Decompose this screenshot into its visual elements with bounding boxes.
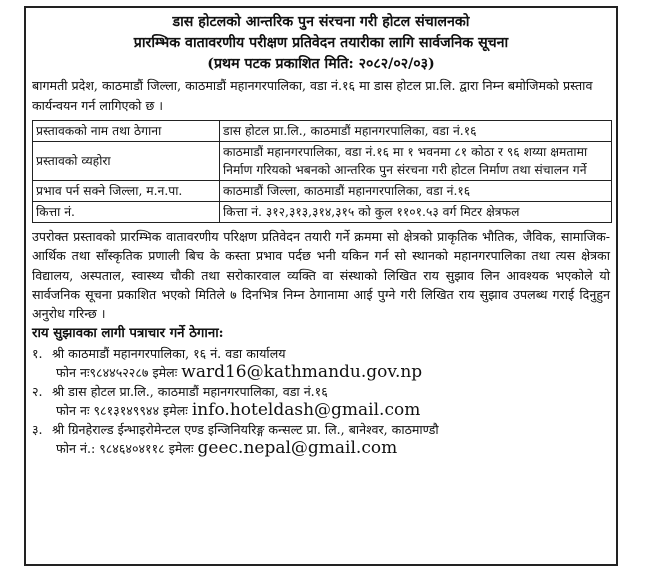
table-row	[33, 202, 612, 223]
table-row	[33, 142, 612, 181]
contact-number: २.	[32, 384, 43, 400]
title-line-3: (प्रथम पटक प्रकाशित मिति: २०८२/०२/०३)	[207, 56, 435, 72]
correspondence-heading: राय सुझावका लागी पत्राचार गर्ने ठेगाना:	[32, 326, 224, 342]
contact-number: १.	[32, 346, 43, 362]
contact-name: श्री काठमाडौं महानगरपालिका, १६ नं. वडा कार्यालय	[52, 346, 286, 362]
contact-phone: फोन नः ९८१३१४९९४४ इमेलः	[56, 403, 188, 419]
table-row	[33, 181, 612, 202]
contact-phone: फोन नं.: ९८४६४०४११८ इमेलः	[56, 441, 194, 457]
contact-name: श्री ग्रिनहेराल्ड ईन्भाइरोमेन्टल एण्ड इन्जिनियरिङ्ग कन्सल्ट प्रा. लि., बानेश्वर, काठमाण्डौ	[52, 422, 439, 438]
contact-item	[32, 382, 610, 420]
proposal-table	[32, 120, 612, 223]
table-value: काठमाडौं महानगरपालिका, वडा नं.१६ मा १ भवनमा ८१ कोठा र ९६ शय्या क्षमतामा निर्माण गरियको भबनको आन्तरिक पुन संरचना गरी होटल निर्माण तथा संचालन गर्ने	[220, 142, 612, 181]
intro-paragraph: बागमती प्रदेश, काठमाडौं जिल्ला, काठमाडौं महानगरपालिका, वडा नं.१६ मा डास होटल प्रा.लि. द्वारा निम्न बमोजिमको प्रस्ताव कार्यन्वयन गर्न लागिएको छ ।	[32, 78, 593, 113]
table-label: प्रभाव पर्न सक्ने जिल्ला, म.न.पा.	[33, 181, 220, 202]
contact-name: श्री डास होटल प्रा.लि., काठमाडौं महानगरपालिका, वडा नं.१६	[52, 384, 328, 400]
title-line-2: प्रारम्भिक वातावरणीय परीक्षण प्रतिवेदन तयारीका लागि सार्वजनिक सूचना	[133, 35, 509, 51]
table-label: प्रस्तावको व्यहोरा	[33, 142, 220, 181]
contact-email: info.hoteldash@gmail.com	[191, 400, 421, 421]
contact-number: ३.	[32, 422, 43, 438]
body-paragraph: उपरोक्त प्रस्तावको प्रारम्भिक वातावरणीय परिक्षण प्रतिवेदन तयारी गर्ने क्रममा सो क्षेत्रको प्राकृतिक भौतिक, जैविक, सामाजिक-आर्थिक तथा साँस्कृतिक प्रणाली बिच के कस्ता प्रभाव पर्दछ भनी यकिन गर्न सो स्थानको महानगरपालिका तथा त्यस क्षेत्रका विद्यालय, अस्पताल, स्वास्थ्य चौकी तथा सरोकारवाल व्यक्ति वा संस्थाको लिखित राय सुझाव लिन आवश्यक भएकोले यो सार्वजनिक सूचना प्रकाशित भएको मितिले ७ दिनभित्र निम्न ठेगानामा आई पुग्ने गरी लिखित राय सुझाव उपलब्ध गराई दिनुहुन अनुरोध गरिन्छ ।	[32, 229, 610, 322]
contact-item	[32, 344, 610, 382]
table-label: प्रस्तावकको नाम तथा ठेगाना	[33, 121, 220, 142]
table-row	[33, 121, 612, 142]
table-value: काठमाडौं जिल्ला, काठमाडौं महानगरपालिका, वडा नं.१६	[220, 181, 612, 202]
contact-phone: फोन नः९८४४५२२८७ इमेलः	[56, 365, 178, 381]
title-line-1: डास होटलको आन्तरिक पुन संरचना गरी होटल संचालनको	[172, 14, 470, 30]
table-label: कित्ता नं.	[33, 202, 220, 223]
contact-email: ward16@kathmandu.gov.np	[181, 362, 423, 383]
public-notice-box	[24, 6, 618, 566]
contact-item	[32, 420, 610, 458]
table-value: कित्ता नं. ३१२,३१३,३१४,३१५ को कुल ११०१.५३ वर्ग मिटर क्षेत्रफल	[220, 202, 612, 223]
contact-email: geec.nepal@gmail.com	[197, 438, 398, 459]
table-value: डास होटल प्रा.लि., काठमाडौं महानगरपालिका, वडा नं.१६	[220, 121, 612, 142]
notice-title	[32, 12, 610, 75]
